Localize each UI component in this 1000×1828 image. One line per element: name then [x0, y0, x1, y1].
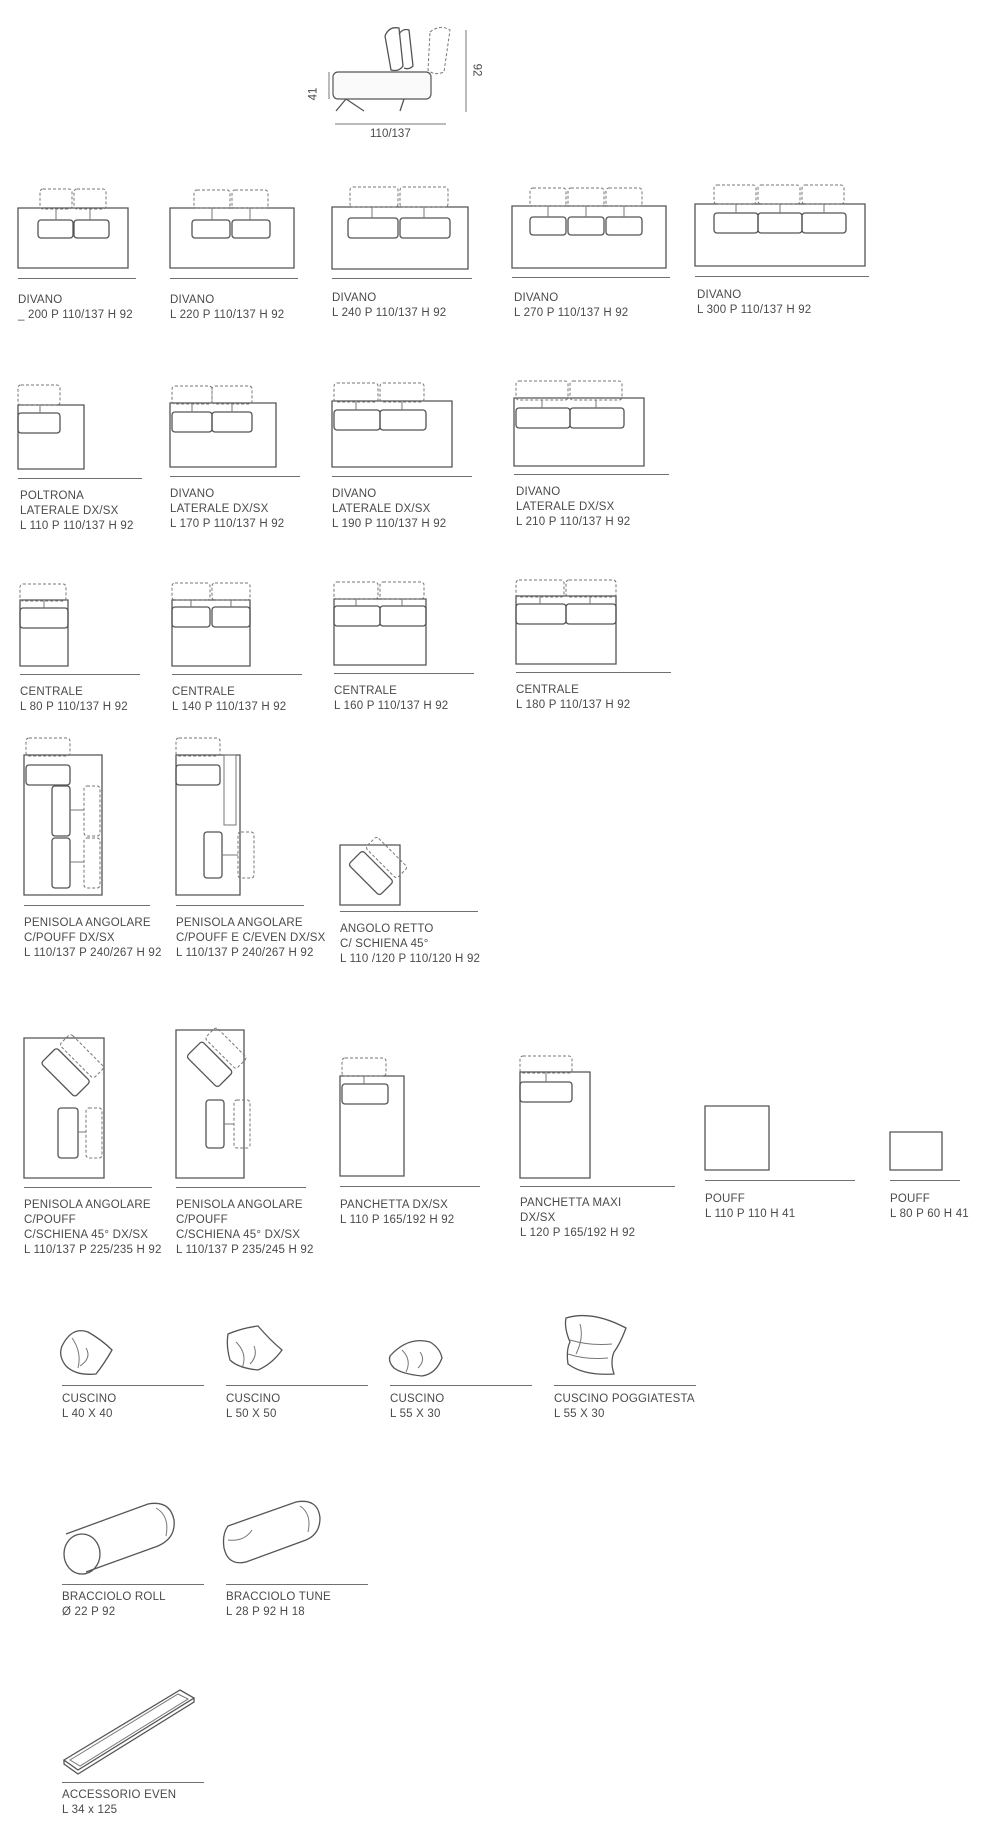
item-label-divano-200: [18, 293, 133, 323]
pouff-110-drawing: [705, 1106, 769, 1170]
divider: [18, 478, 142, 479]
divider: [62, 1782, 204, 1783]
item-dimensions: L 110/137 P 240/267 H 92: [176, 947, 314, 959]
item-label-pouff-80: [890, 1192, 969, 1222]
cuscino-55-drawing: [390, 1341, 443, 1376]
side-view-depth: 110/137: [370, 128, 411, 140]
item-dimensions: L 50 X 50: [226, 1408, 277, 1420]
divider: [512, 277, 670, 278]
item-label-cuscino-poggiatesta: [554, 1392, 695, 1422]
item-dimensions: L 55 X 30: [390, 1408, 441, 1420]
divider: [516, 672, 671, 673]
item-label-penisola-45-a: [24, 1198, 162, 1258]
item-name: DIVANO: [332, 488, 377, 500]
item-name: CENTRALE: [516, 684, 579, 696]
side-view-drawing: [329, 27, 466, 124]
divider: [705, 1180, 855, 1181]
item-name: POUFF: [890, 1193, 930, 1205]
item-name: PENISOLA ANGOLARE: [24, 1199, 151, 1211]
divider: [172, 674, 302, 675]
item-label-centrale-80: [20, 685, 128, 715]
side-view-total-height: 92: [470, 63, 483, 77]
item-subtitle: LATERALE DX/SX: [516, 501, 615, 513]
item-dimensions: L 160 P 110/137 H 92: [334, 700, 449, 712]
divider: [20, 674, 140, 675]
divider: [554, 1385, 696, 1386]
item-dimensions: L 80 P 60 H 41: [890, 1208, 969, 1220]
divider: [332, 278, 472, 279]
item-dimensions: Ø 22 P 92: [62, 1606, 116, 1618]
item-dimensions: L 270 P 110/137 H 92: [514, 307, 629, 319]
pouff-80-drawing: [890, 1132, 942, 1170]
item-name: POLTRONA: [20, 490, 85, 502]
item-name: DIVANO: [697, 289, 742, 301]
item-label-panchetta: [340, 1198, 454, 1228]
item-dimensions: L 210 P 110/137 H 92: [516, 516, 631, 528]
divano-laterale-190-drawing: [332, 383, 452, 467]
item-label-divano-240: [332, 291, 446, 321]
cuscino-50-drawing: [227, 1326, 282, 1370]
item-dimensions: L 180 P 110/137 H 92: [516, 699, 631, 711]
item-dimensions: L 240 P 110/137 H 92: [332, 307, 447, 319]
divider: [24, 1187, 152, 1188]
divano-270-drawing: [512, 188, 666, 268]
item-dimensions: L 110/137 P 225/235 H 92: [24, 1244, 162, 1256]
penisola-pouff-even-drawing: [176, 738, 254, 895]
centrale-160-drawing: [334, 582, 426, 665]
item-dimensions: L 40 X 40: [62, 1408, 113, 1420]
item-label-centrale-180: [516, 683, 630, 713]
item-dimensions: L 170 P 110/137 H 92: [170, 518, 285, 530]
item-subtitle: C/POUFF: [176, 1214, 228, 1226]
penisola-pouff-drawing: [24, 738, 102, 895]
divider: [62, 1385, 204, 1386]
item-subtitle: C/POUFF DX/SX: [24, 932, 115, 944]
divider: [24, 905, 150, 906]
item-dimensions: _ 200 P 110/137 H 92: [18, 309, 133, 321]
item-dimensions: L 28 P 92 H 18: [226, 1606, 305, 1618]
item-label-bracciolo-tune: [226, 1590, 331, 1620]
item-name: CUSCINO POGGIATESTA: [554, 1393, 695, 1405]
item-name: DIVANO: [332, 292, 377, 304]
item-name: DIVANO: [514, 292, 559, 304]
divider: [18, 278, 136, 279]
item-dimensions: L 120 P 165/192 H 92: [520, 1227, 636, 1239]
penisola-45-a-drawing: [24, 1033, 105, 1178]
item-dimensions: L 110/137 P 235/245 H 92: [176, 1244, 314, 1256]
item-label-pouff-110: [705, 1192, 795, 1222]
penisola-45-b-drawing: [176, 1027, 250, 1178]
item-label-divano-220: [170, 293, 284, 323]
item-name: DIVANO: [18, 294, 63, 306]
divider: [226, 1385, 368, 1386]
item-name: PENISOLA ANGOLARE: [176, 1199, 303, 1211]
divider: [176, 905, 304, 906]
cuscino-40-drawing: [61, 1331, 112, 1375]
side-view-seat-height: 41: [307, 87, 320, 101]
centrale-140-drawing: [172, 583, 250, 666]
item-name: CENTRALE: [20, 686, 83, 698]
item-name: PANCHETTA MAXI: [520, 1197, 622, 1209]
item-label-penisola-45-b: [176, 1198, 314, 1258]
item-dimensions: L 55 X 30: [554, 1408, 605, 1420]
divider: [170, 278, 298, 279]
item-label-poltrona-laterale: [20, 489, 134, 534]
item-name: DIVANO: [516, 486, 561, 498]
centrale-80-drawing: [20, 584, 68, 666]
item-name: BRACCIOLO ROLL: [62, 1591, 166, 1603]
poltrona-laterale-drawing: [18, 385, 84, 469]
divano-200-drawing: [18, 189, 128, 268]
item-name: DIVANO: [170, 294, 215, 306]
divider: [520, 1186, 675, 1187]
divider: [176, 1187, 306, 1188]
divider: [514, 474, 669, 475]
divider: [170, 476, 300, 477]
divider: [334, 673, 474, 674]
item-dimensions: L 110 P 110/137 H 92: [20, 520, 134, 532]
item-name: BRACCIOLO TUNE: [226, 1591, 331, 1603]
centrale-180-drawing: [516, 580, 616, 664]
panchetta-drawing: [340, 1058, 404, 1176]
item-name: DIVANO: [170, 488, 215, 500]
item-label-cuscino-40: [62, 1392, 116, 1422]
item-label-laterale-190: [332, 487, 446, 532]
item-name: POUFF: [705, 1193, 745, 1205]
item-dimensions: L 34 x 125: [62, 1804, 118, 1816]
item-dimensions: L 110/137 P 240/267 H 92: [24, 947, 162, 959]
item-dimensions: L 110 P 165/192 H 92: [340, 1214, 455, 1226]
item-name: ACCESSORIO EVEN: [62, 1789, 177, 1801]
divider: [340, 1186, 480, 1187]
item-label-penisola-pouff-even: [176, 916, 325, 961]
item-label-angolo-retto: [340, 922, 480, 967]
item-subtitle: DX/SX: [520, 1212, 556, 1224]
item-dimensions: L 110 P 110 H 41: [705, 1208, 796, 1220]
divider: [340, 911, 478, 912]
item-name: CENTRALE: [172, 686, 235, 698]
divider: [226, 1584, 368, 1585]
item-subtitle: C/POUFF E C/EVEN DX/SX: [176, 932, 326, 944]
item-dimensions: L 110 /120 P 110/120 H 92: [340, 953, 481, 965]
item-dimensions: L 140 P 110/137 H 92: [172, 701, 287, 713]
divider: [62, 1584, 204, 1585]
item-name: ANGOLO RETTO: [340, 923, 434, 935]
item-label-divano-270: [514, 291, 628, 321]
divider: [695, 276, 869, 277]
item-subtitle: C/POUFF: [24, 1214, 76, 1226]
divider: [332, 476, 472, 477]
item-subtitle: LATERALE DX/SX: [332, 503, 431, 515]
item-name: CENTRALE: [334, 685, 397, 697]
item-subtitle-2: C/SCHIENA 45° DX/SX: [176, 1229, 301, 1241]
item-label-cuscino-50: [226, 1392, 280, 1422]
item-dimensions: L 190 P 110/137 H 92: [332, 518, 447, 530]
angolo-retto-drawing: [340, 836, 408, 905]
item-subtitle-2: C/SCHIENA 45° DX/SX: [24, 1229, 149, 1241]
item-subtitle: LATERALE DX/SX: [20, 505, 119, 517]
divider: [890, 1180, 960, 1181]
item-name: PANCHETTA DX/SX: [340, 1199, 449, 1211]
item-label-centrale-140: [172, 685, 286, 715]
item-label-cuscino-55: [390, 1392, 444, 1422]
item-label-penisola-pouff: [24, 916, 162, 961]
divano-300-drawing: [695, 185, 865, 266]
item-dimensions: L 300 P 110/137 H 92: [697, 304, 812, 316]
item-subtitle: LATERALE DX/SX: [170, 503, 269, 515]
divano-220-drawing: [170, 190, 294, 268]
item-label-panchetta-maxi: [520, 1196, 635, 1241]
item-subtitle: C/ SCHIENA 45°: [340, 938, 429, 950]
divider: [390, 1385, 532, 1386]
accessorio-even-drawing: [64, 1690, 194, 1774]
item-dimensions: L 220 P 110/137 H 92: [170, 309, 285, 321]
divano-240-drawing: [332, 187, 468, 269]
item-name: CUSCINO: [390, 1393, 445, 1405]
item-dimensions: L 80 P 110/137 H 92: [20, 701, 128, 713]
item-name: PENISOLA ANGOLARE: [24, 917, 151, 929]
bracciolo-roll-drawing: [64, 1503, 174, 1574]
item-name: CUSCINO: [226, 1393, 281, 1405]
item-label-divano-300: [697, 288, 811, 318]
bracciolo-tune-drawing: [224, 1501, 321, 1562]
item-label-laterale-170: [170, 487, 284, 532]
item-label-laterale-210: [516, 485, 630, 530]
divano-laterale-210-drawing: [514, 381, 644, 466]
cuscino-poggiatesta-drawing: [566, 1316, 627, 1375]
panchetta-maxi-drawing: [520, 1056, 590, 1178]
item-label-bracciolo-roll: [62, 1590, 166, 1620]
item-label-centrale-160: [334, 684, 448, 714]
divano-laterale-170-drawing: [170, 386, 276, 467]
item-name: PENISOLA ANGOLARE: [176, 917, 303, 929]
item-label-accessorio-even: [62, 1788, 176, 1818]
item-name: CUSCINO: [62, 1393, 117, 1405]
